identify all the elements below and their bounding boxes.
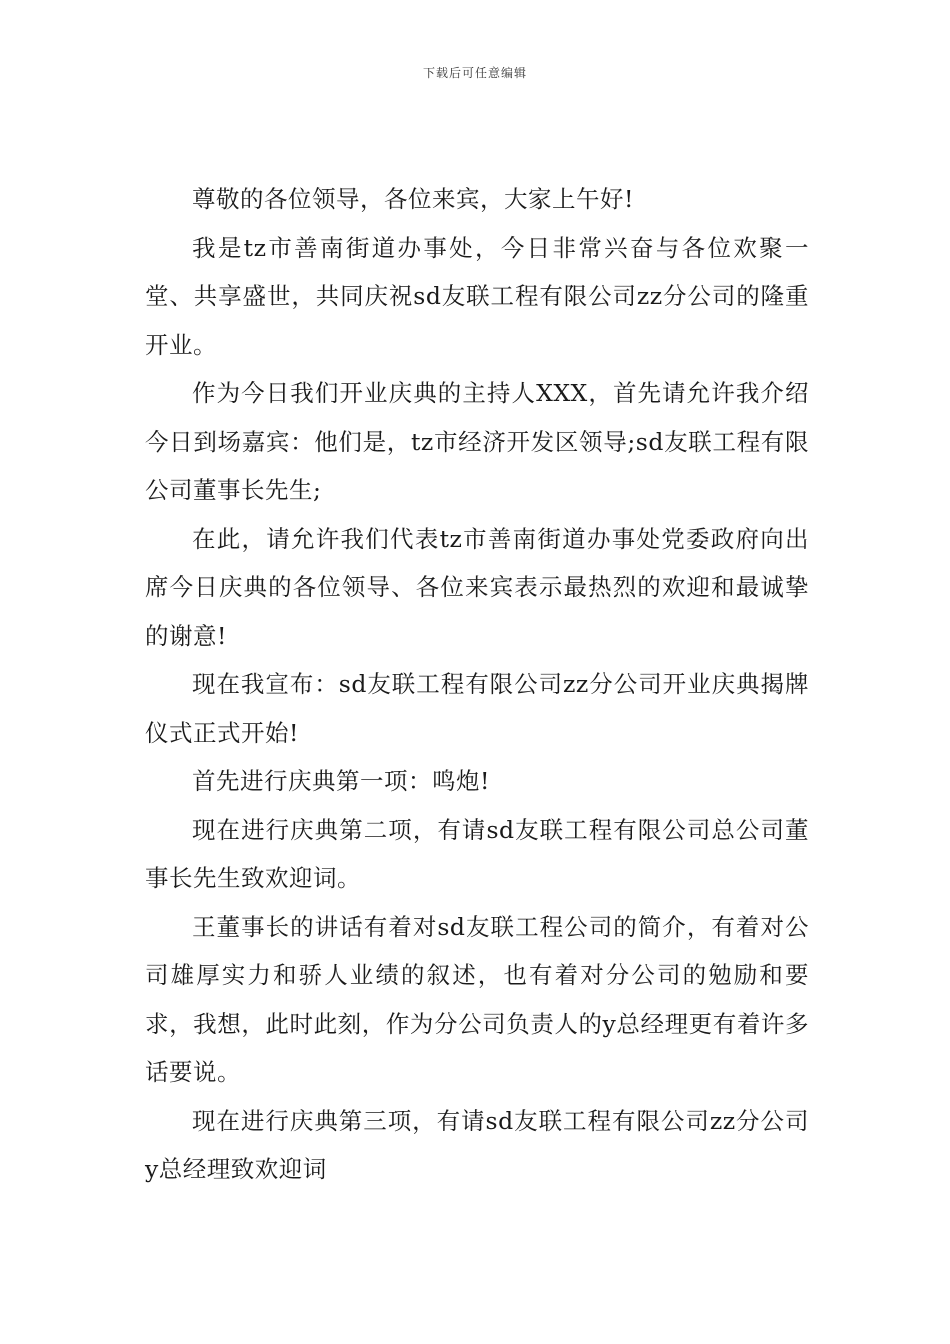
paragraph-introduction: 我是tz市善南街道办事处，今日非常兴奋与各位欢聚一堂、共享盛世，共同庆祝sd友联工程有限公司zz分公司的隆重开业。	[145, 233, 809, 359]
paragraph-ceremony-start: 现在我宣布：sd友联工程有限公司zz分公司开业庆典揭牌仪式正式开始!	[145, 670, 809, 747]
paragraph-item-one: 首先进行庆典第一项：鸣炮!	[192, 767, 490, 795]
paragraph-item-three: 现在进行庆典第三项，有请sd友联工程有限公司zz分公司y总经理致欢迎词	[145, 1106, 809, 1183]
page-header-note: 下载后可任意编辑	[422, 66, 527, 80]
paragraph-item-two: 现在进行庆典第二项，有请sd友联工程有限公司总公司董事长先生致欢迎词。	[145, 815, 809, 892]
paragraph-greeting: 尊敬的各位领导，各位来宾，大家上午好!	[192, 185, 634, 213]
document-body	[145, 175, 809, 1194]
paragraph-chairman-speech: 王董事长的讲话有着对sd友联工程公司的简介，有着对公司雄厚实力和骄人业绩的叙述，也有着对分公司的勉励和要求，我想，此时此刻，作为分公司负责人的y总经理更有着许多话要说。	[145, 912, 809, 1086]
paragraph-welcome-thanks: 在此，请允许我们代表tz市善南街道办事处党委政府向出席今日庆典的各位领导、各位来宾表示最热烈的欢迎和最诚挚的谢意!	[145, 524, 809, 650]
paragraph-host-guests: 作为今日我们开业庆典的主持人XXX，首先请允许我介绍今日到场嘉宾：他们是，tz市经济开发区领导;sd友联工程有限公司董事长先生;	[145, 379, 809, 504]
